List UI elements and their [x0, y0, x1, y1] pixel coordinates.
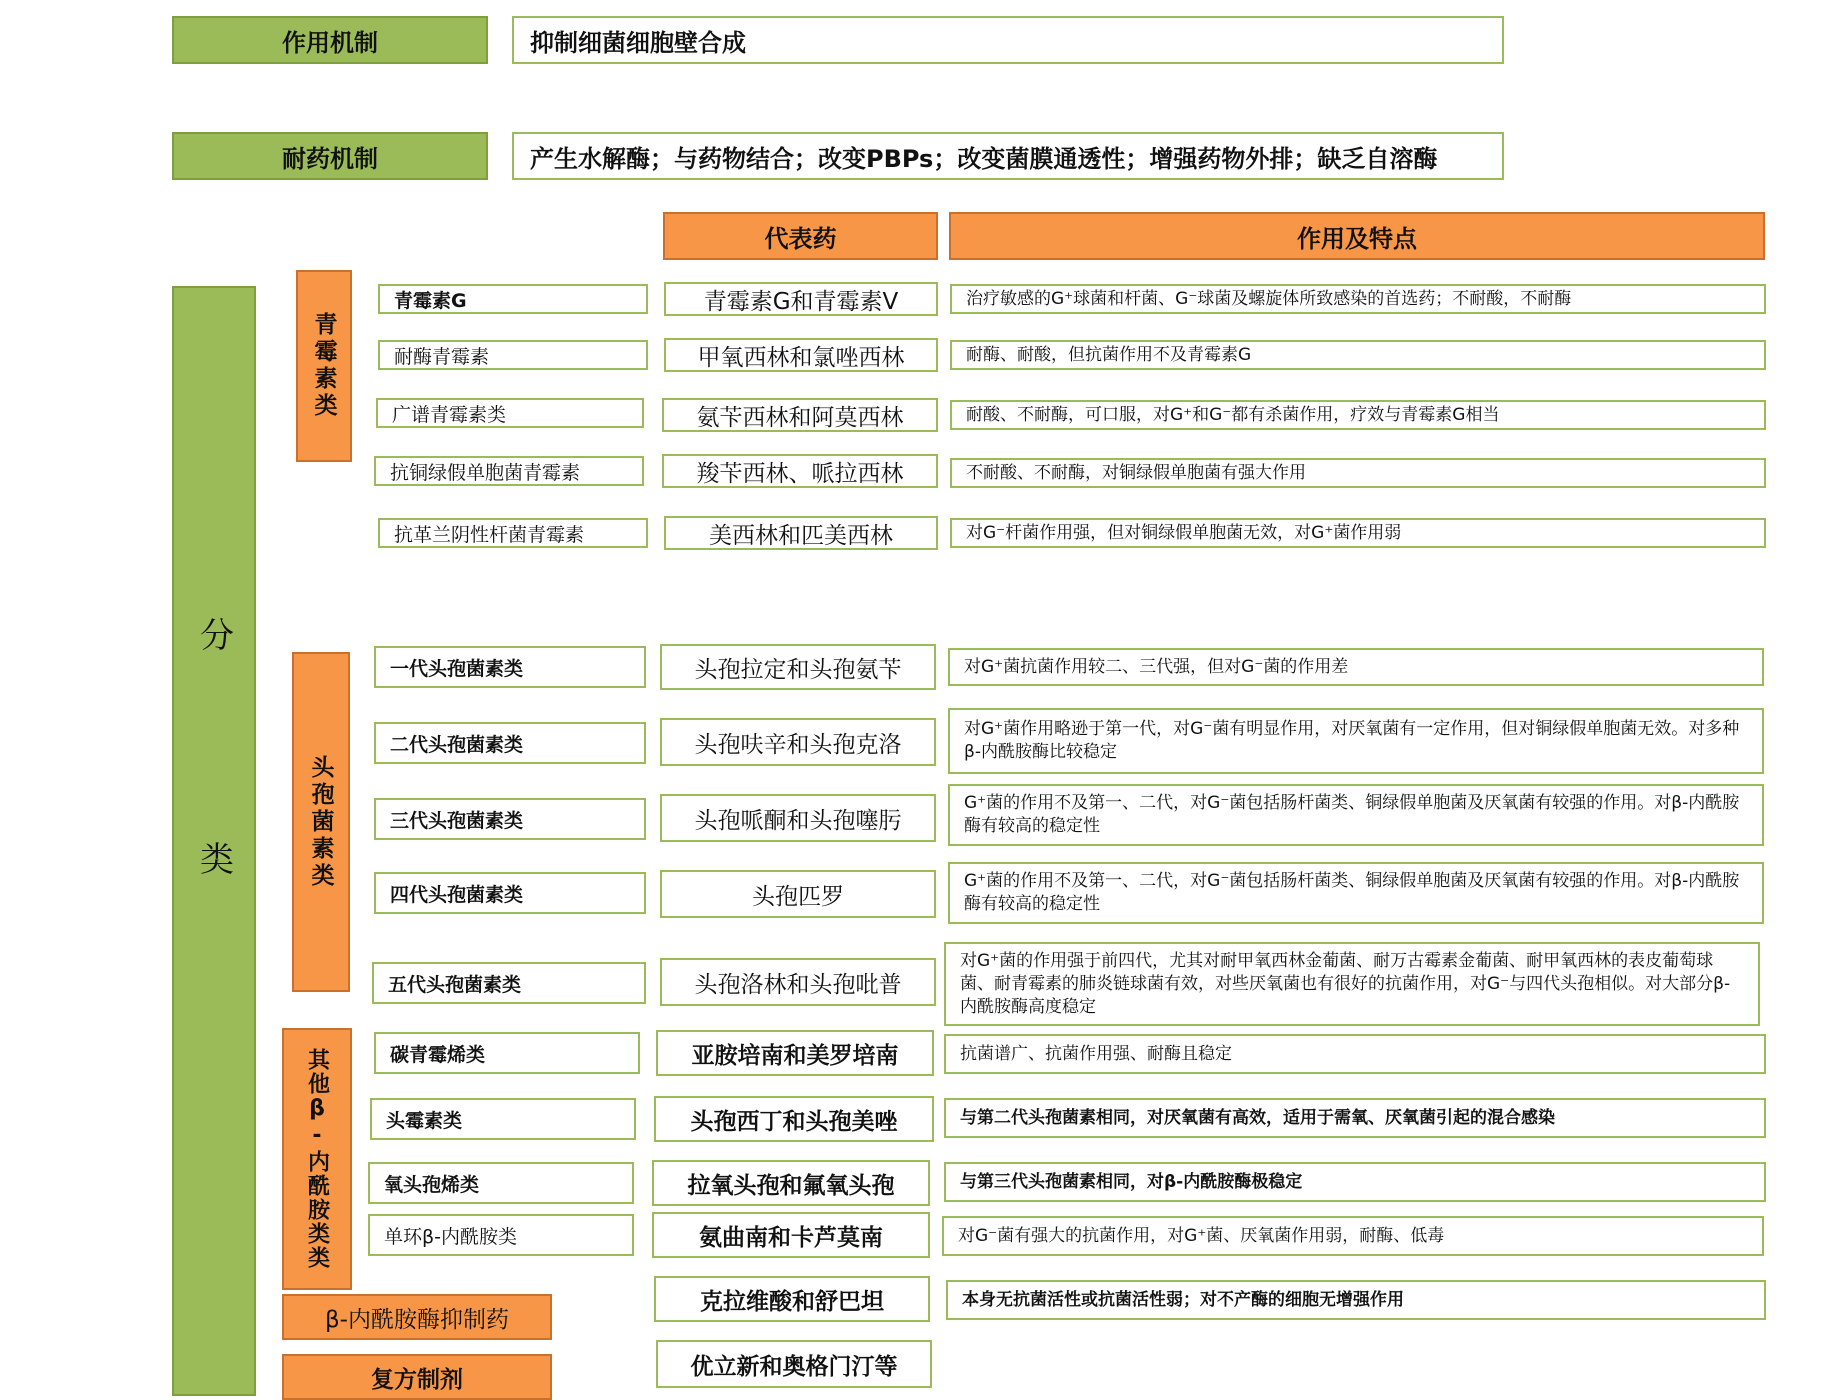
category-cell: 广谱青霉素类: [376, 398, 644, 428]
description-cell: 对G⁻菌有强大的抗菌作用，对G⁺菌、厌氧菌作用弱，耐酶、低毒: [942, 1216, 1764, 1256]
description-cell: 对G⁺菌作用略逊于第一代，对G⁻菌有明显作用，对厌氧菌有一定作用，但对铜绿假单胞菌无效。对多种β-内酰胺酶比较稳定: [948, 708, 1764, 774]
resistance-value: 产生水解酶；与药物结合；改变PBPs；改变菌膜通透性；增强药物外排；缺乏自溶酶: [512, 132, 1504, 180]
drug-cell: 头孢拉定和头孢氨苄: [660, 644, 936, 690]
description-cell: 与第二代头孢菌素相同，对厌氧菌有高效，适用于需氧、厌氧菌引起的混合感染: [944, 1098, 1766, 1138]
group-compound: 复方制剂: [282, 1354, 552, 1400]
group-other: [282, 1028, 352, 1290]
drug-cell: 头孢洛林和头孢吡普: [660, 958, 936, 1006]
description-cell: 对G⁺菌的作用强于前四代，尤其对耐甲氧西林金葡菌、耐万古霉素金葡菌、耐甲氧西林的表皮葡萄球菌、耐青霉素的肺炎链球菌有效，对些厌氧菌也有很好的抗菌作用，对G⁻与四代头孢相似。对大部分β-内酰胺酶高度稳定: [944, 942, 1760, 1026]
description-cell: 对G⁺菌抗菌作用较二、三代强，但对G⁻菌的作用差: [948, 648, 1764, 686]
drug-cell: 青霉素G和青霉素V: [664, 282, 938, 316]
drug-cell: 氨曲南和卡芦莫南: [652, 1212, 930, 1258]
category-cell: 抗革兰阴性杆菌青霉素: [378, 518, 648, 548]
description-cell: 不耐酸、不耐酶，对铜绿假单胞菌有强大作用: [950, 458, 1766, 488]
drug-cell: 甲氧西林和氯唑西林: [664, 338, 938, 372]
group-cephalosporin-label: 头孢菌素类: [307, 754, 334, 890]
drug-cell: 头孢呋辛和头孢克洛: [660, 718, 936, 766]
category-cell: 四代头孢菌素类: [374, 872, 646, 914]
header-drug: 代表药: [663, 212, 938, 260]
description-cell: 抗菌谱广、抗菌作用强、耐酶且稳定: [944, 1034, 1766, 1074]
category-cell: 抗铜绿假单胞菌青霉素: [374, 456, 644, 486]
resistance-label: 耐药机制: [172, 132, 488, 180]
description-cell: 治疗敏感的G⁺球菌和杆菌、G⁻球菌及螺旋体所致感染的首选药；不耐酸，不耐酶: [950, 284, 1766, 314]
drug-cell: 亚胺培南和美罗培南: [656, 1030, 934, 1076]
description-cell: 对G⁻杆菌作用强，但对铜绿假单胞菌无效，对G⁺菌作用弱: [950, 518, 1766, 548]
description-cell: G⁺菌的作用不及第一、二代，对G⁻菌包括肠杆菌类、铜绿假单胞菌及厌氧菌有较强的作用。对β-内酰胺酶有较高的稳定性: [948, 784, 1764, 846]
category-cell: 青霉素G: [378, 284, 648, 314]
description-cell: 本身无抗菌活性或抗菌活性弱；对不产酶的细胞无增强作用: [946, 1280, 1766, 1320]
category-cell: 三代头孢菌素类: [374, 798, 646, 840]
category-cell: 耐酶青霉素: [378, 340, 648, 370]
category-cell: 五代头孢菌素类: [372, 962, 646, 1004]
description-cell: 耐酶、耐酸，但抗菌作用不及青霉素G: [950, 340, 1766, 370]
description-cell: 与第三代头孢菌素相同，对β-内酰胺酶极稳定: [944, 1162, 1766, 1202]
drug-cell: 头孢西丁和头孢美唑: [654, 1096, 934, 1142]
description-cell: G⁺菌的作用不及第一、二代，对G⁻菌包括肠杆菌类、铜绿假单胞菌及厌氧菌有较强的作用。对β-内酰胺酶有较高的稳定性: [948, 862, 1764, 924]
drug-cell: 优立新和奥格门汀等: [656, 1340, 932, 1388]
drug-cell: 美西林和匹美西林: [664, 516, 938, 550]
drug-cell: 氨苄西林和阿莫西林: [662, 398, 938, 432]
drug-cell: 头孢哌酮和头孢噻肟: [660, 794, 936, 842]
description-cell: 耐酸、不耐酶，可口服，对G⁺和G⁻都有杀菌作用，疗效与青霉素G相当: [950, 400, 1766, 430]
group-other-label: 其他β-内酰胺类类: [304, 1048, 330, 1270]
drug-cell: 克拉维酸和舒巴坦: [654, 1276, 930, 1322]
mechanism-value: 抑制细菌细胞壁合成: [512, 16, 1504, 64]
drug-cell: 头孢匹罗: [660, 870, 936, 918]
group-penicillin-label: 青霉素类: [310, 312, 337, 420]
category-cell: 一代头孢菌素类: [374, 646, 646, 688]
mechanism-label: 作用机制: [172, 16, 488, 64]
group-inhibitor: β-内酰胺酶抑制药: [282, 1294, 552, 1340]
category-cell: 碳青霉烯类: [374, 1032, 640, 1074]
drug-cell: 羧苄西林、哌拉西林: [662, 454, 938, 488]
category-cell: 头霉素类: [370, 1098, 636, 1140]
header-desc: 作用及特点: [949, 212, 1765, 260]
group-cephalosporin: [292, 652, 350, 992]
category-cell: 氧头孢烯类: [368, 1162, 634, 1204]
group-penicillin: [296, 270, 352, 462]
classification-label: 分类: [193, 617, 234, 1065]
category-cell: 二代头孢菌素类: [374, 722, 646, 764]
drug-cell: 拉氧头孢和氟氧头孢: [652, 1160, 930, 1206]
classification-bar: [172, 286, 256, 1396]
category-cell: 单环β-内酰胺类: [368, 1214, 634, 1256]
